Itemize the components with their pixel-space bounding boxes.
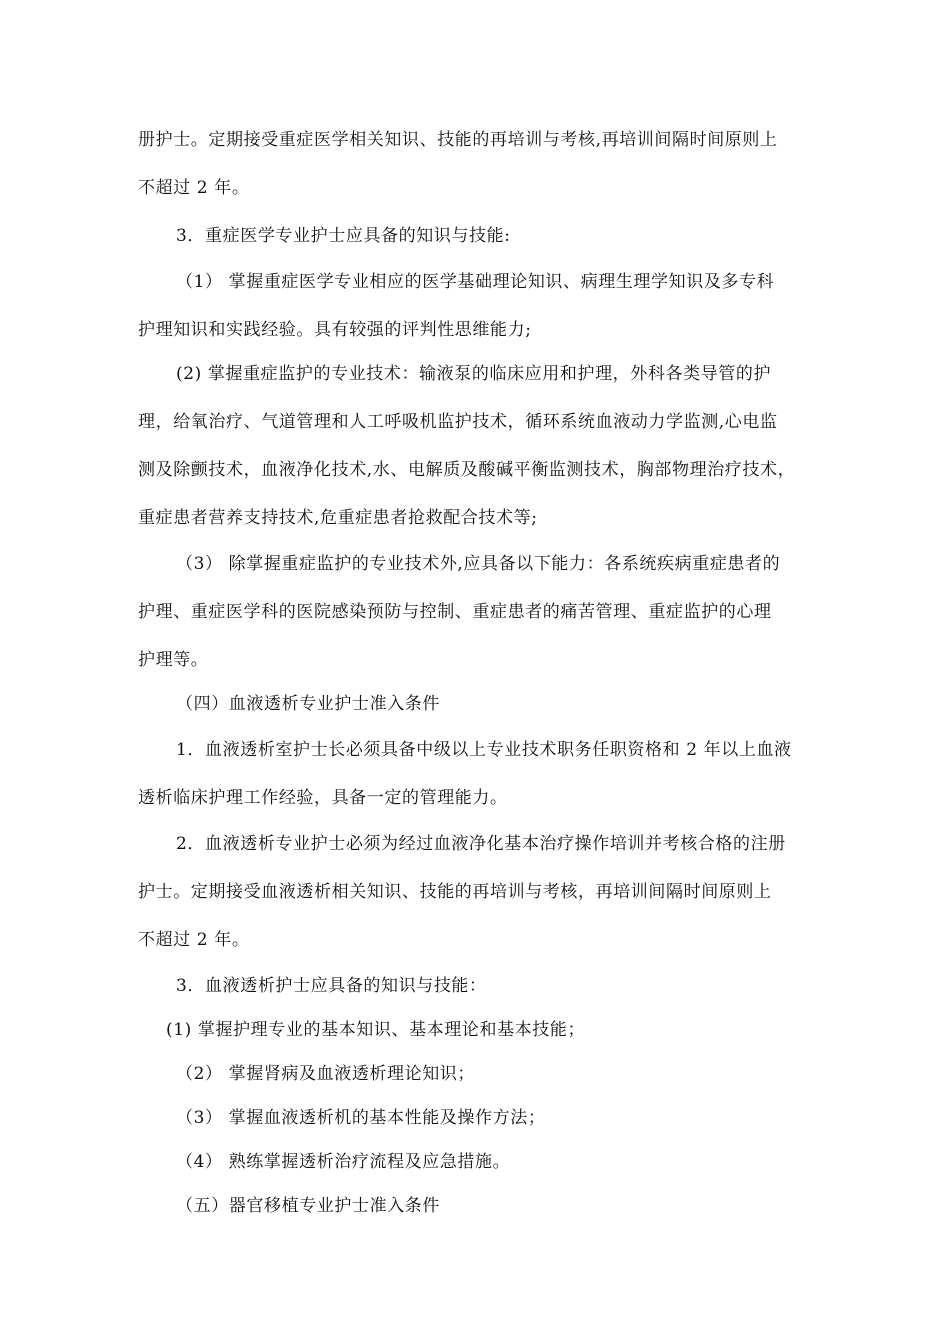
- text-line: 1．血液透析室护士长必须具备中级以上专业技术职务任职资格和 2 年以上血液: [176, 740, 792, 760]
- text-line: 护理、重症医学科的医院感染预防与控制、重症患者的痛苦管理、重症监护的心理: [138, 602, 772, 622]
- text-line: （2） 掌握肾病及血液透析理论知识；: [176, 1064, 476, 1084]
- text-line: 册护士。定期接受重症医学相关知识、技能的再培训与考核,再培训间隔时间原则上: [138, 130, 778, 150]
- text-line: 3．血液透析护士应具备的知识与技能：: [176, 976, 487, 996]
- text-line: (2) 掌握重症监护的专业技术：输液泵的临床应用和护理，外科各类导管的护: [176, 364, 772, 384]
- text-line: 护士。定期接受血液透析相关知识、技能的再培训与考核，再培训间隔时间原则上: [138, 882, 772, 902]
- text-line: (1) 掌握护理专业的基本知识、基本理论和基本技能；: [166, 1020, 586, 1040]
- text-line: 测及除颤技术，血液净化技术,水、电解质及酸碱平衡监测技术，胸部物理治疗技术，: [138, 460, 796, 480]
- text-line: 重症患者营养支持技术,危重症患者抢救配合技术等;: [138, 508, 538, 528]
- section-heading: （四）血液透析专业护士准入条件: [176, 694, 440, 714]
- text-line: 不超过 2 年。: [138, 178, 250, 198]
- section-heading: （五）器官移植专业护士准入条件: [176, 1196, 440, 1216]
- text-line: （1） 掌握重症医学专业相应的医学基础理论知识、病理生理学知识及多专科: [176, 272, 775, 292]
- text-line: 护理知识和实践经验。具有较强的评判性思维能力;: [138, 320, 532, 340]
- text-line: （3） 掌握血液透析机的基本性能及操作方法；: [176, 1108, 546, 1128]
- text-line: 不超过 2 年。: [138, 930, 250, 950]
- text-line: 理，给氧治疗、气道管理和人工呼吸机监护技术，循环系统血液动力学监测,心电监: [138, 412, 778, 432]
- text-line: （3） 除掌握重症监护的专业技术外,应具备以下能力：各系统疾病重症患者的: [176, 554, 781, 574]
- text-line: 3．重症医学专业护士应具备的知识与技能:: [176, 226, 511, 246]
- text-line: （4） 熟练掌握透析治疗流程及应急措施。: [176, 1152, 511, 1172]
- text-line: 透析临床护理工作经验，具备一定的管理能力。: [138, 788, 508, 808]
- text-line: 2．血液透析专业护士必须为经过血液净化基本治疗操作培训并考核合格的注册: [176, 834, 786, 854]
- text-line: 护理等。: [138, 650, 209, 670]
